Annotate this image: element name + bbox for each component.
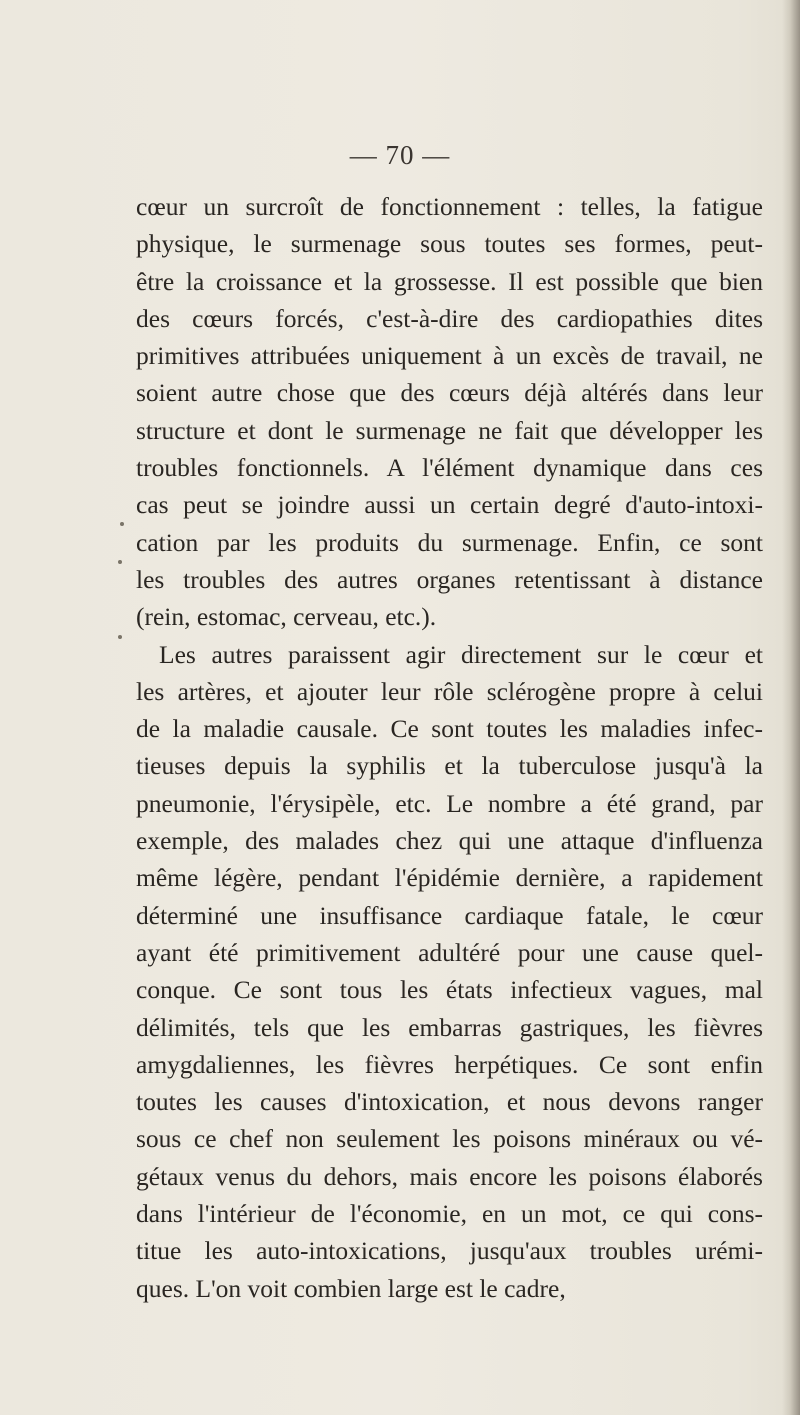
- body-text: [136, 188, 763, 1307]
- margin-mark: [118, 560, 122, 564]
- text-line: tieuses depuis la syphilis et la tuberculose jusqu'à la: [136, 751, 763, 781]
- text-line: être la croissance et la grossesse. Il est possible que bien: [136, 266, 763, 296]
- text-line: structure et dont le surmenage ne fait que développer les: [136, 415, 763, 445]
- text-line: Les autres paraissent agir directement sur le cœur et: [159, 639, 763, 669]
- text-line: dans l'intérieur de l'économie, en un mot, ce qui cons-: [136, 1199, 763, 1229]
- margin-mark: [120, 522, 124, 526]
- text-line: sous ce chef non seulement les poisons minéraux ou vé-: [136, 1124, 763, 1154]
- text-line: même légère, pendant l'épidémie dernière, a rapidement: [136, 863, 763, 893]
- text-line: des cœurs forcés, c'est-à-dire des cardiopathies dites: [136, 303, 763, 333]
- text-line: titue les auto-intoxications, jusqu'aux troubles urémi-: [136, 1236, 763, 1266]
- text-line: toutes les causes d'intoxication, et nous devons ranger: [136, 1087, 763, 1117]
- text-line: primitives attribuées uniquement à un excès de travail, ne: [136, 341, 763, 371]
- text-line: cas peut se joindre aussi un certain degré d'auto-intoxi-: [136, 490, 763, 520]
- page-number: — 70 —: [349, 140, 451, 170]
- text-line: délimités, tels que les embarras gastriques, les fièvres: [136, 1012, 763, 1042]
- text-line: de la maladie causale. Ce sont toutes les maladies infec-: [136, 714, 763, 744]
- text-line: les artères, et ajouter leur rôle sclérogène propre à celui: [136, 676, 763, 706]
- text-line: soient autre chose que des cœurs déjà altérés dans leur: [136, 378, 763, 408]
- text-line: troubles fonctionnels. A l'élément dynamique dans ces: [136, 453, 763, 483]
- margin-mark: [118, 635, 122, 639]
- text-line: cation par les produits du surmenage. Enfin, ce sont: [136, 527, 763, 557]
- page-edge-shadow: [782, 0, 800, 1415]
- text-line: pneumonie, l'érysipèle, etc. Le nombre a été grand, par: [136, 788, 763, 818]
- text-line: les troubles des autres organes retentissant à distance: [136, 564, 763, 594]
- text-line: ques. L'on voit combien large est le cadre,: [136, 1273, 566, 1303]
- text-line: déterminé une insuffisance cardiaque fatale, le cœur: [136, 900, 763, 930]
- text-line: exemple, des malades chez qui une attaque d'influenza: [136, 826, 763, 856]
- text-line: gétaux venus du dehors, mais encore les poisons élaborés: [136, 1161, 763, 1191]
- text-line: ayant été primitivement adultéré pour une cause quel-: [136, 937, 763, 967]
- text-line: cœur un surcroît de fonctionnement : telles, la fatigue: [136, 192, 763, 221]
- text-line: conque. Ce sont tous les états infectieux vagues, mal: [136, 975, 763, 1005]
- text-line: (rein, estomac, cerveau, etc.).: [136, 602, 437, 632]
- text-line: physique, le surmenage sous toutes ses formes, peut-: [136, 229, 763, 259]
- text-line: amygdaliennes, les fièvres herpétiques. Ce sont enfin: [136, 1049, 763, 1079]
